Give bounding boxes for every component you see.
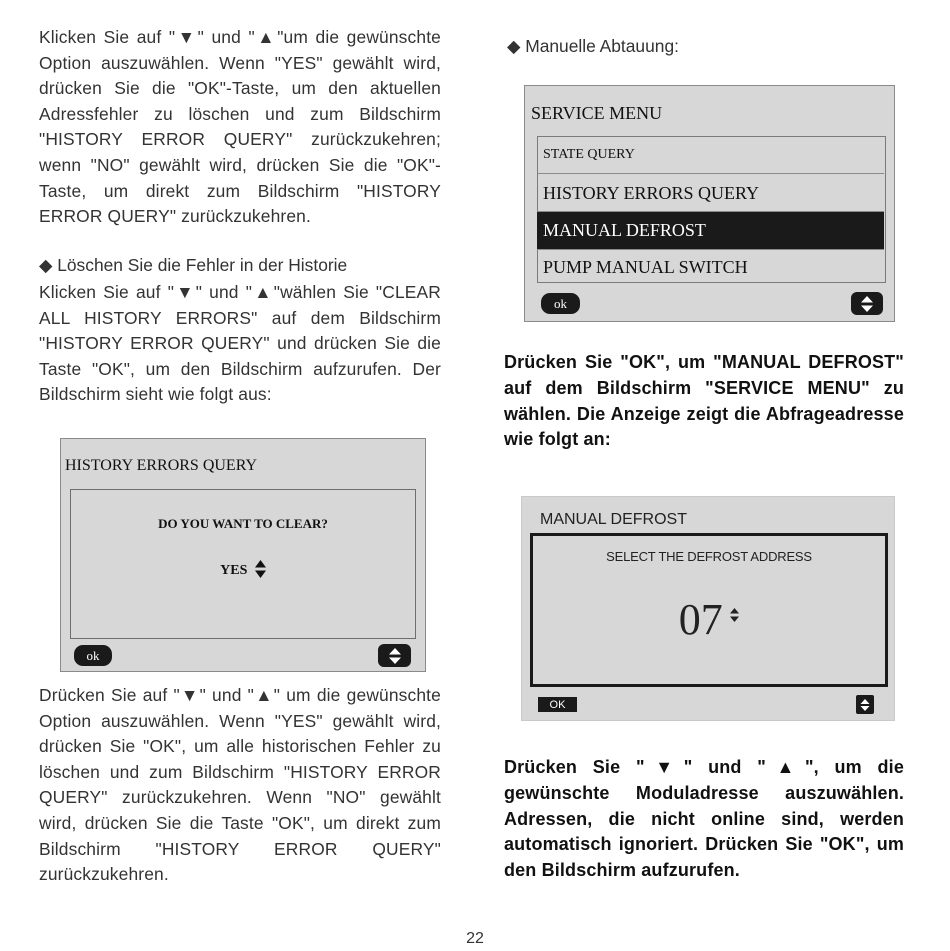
defrost-panel (530, 533, 888, 687)
ok-button[interactable]: ok (74, 645, 112, 666)
screen-title: HISTORY ERRORS QUERY (65, 457, 258, 474)
menu-item-history-errors-query[interactable]: HISTORY ERRORS QUERY (537, 175, 884, 212)
menu-item-state-query[interactable]: STATE QUERY (537, 137, 884, 174)
screen-clear-history-errors (60, 438, 426, 672)
clear-value: YES (220, 563, 248, 578)
heading-manual-defrost: ◆ Manuelle Abtauung: (507, 36, 679, 56)
up-down-button[interactable] (378, 644, 411, 667)
clear-value-selector[interactable] (71, 560, 415, 583)
updown-arrows-icon (730, 608, 739, 627)
defrost-prompt: SELECT THE DEFROST ADDRESS (606, 549, 812, 564)
up-down-button[interactable] (856, 695, 874, 714)
paragraph-clear-address-error: Klicken Sie auf "▼" und "▲"um die gewünschte Option auszuwählen. Wenn "YES" gewählt wird, drücken Sie die "OK"-Taste, um den aktuellen Adressfehler zu löschen und zum Bildschirm "HISTORY ERROR QUERY" zurückzukehren; wenn "NO" gewählt wird, drücken Sie die "OK"-Taste, um direkt zum Bildschirm "HISTORY ERROR QUERY" zurückzukehren. (39, 27, 441, 227)
clear-question: DO YOU WANT TO CLEAR? (158, 516, 328, 531)
paragraph-clear-all-confirm: Drücken Sie auf "▼" und "▲" um die gewünschte Option auszuwählen. Wenn "YES" gewählt wird, drücken Sie "OK", um alle historischen Fehler zu löschen und zum Bildschirm "HISTORY ERROR QUERY" zurückzukehren. Wenn "NO" gewählt wird, drücken Sie die Taste "OK", um direkt zum Bildschirm "HISTORY ERROR QUERY" zurückzukehren. (39, 685, 441, 885)
updown-arrows-icon (388, 647, 402, 665)
clear-dialog-box (70, 489, 416, 639)
page-number: 22 (466, 930, 484, 947)
updown-arrows-icon (255, 560, 266, 583)
menu-item-pump-manual-switch[interactable]: PUMP MANUAL SWITCH (543, 256, 748, 277)
paragraph-select-manual-defrost: Drücken Sie "OK", um "MANUAL DEFROST" auf dem Bildschirm "SERVICE MENU" zu wählen. Die Anzeige zeigt die Abfrageadresse wie folgt an: (504, 352, 904, 450)
up-down-button[interactable] (851, 292, 883, 315)
defrost-address: 07 (678, 595, 723, 644)
screen-manual-defrost (521, 496, 895, 721)
heading-clear-history-errors: ◆ Löschen Sie die Fehler in der Historie (39, 255, 348, 275)
screen-title: MANUAL DEFROST (540, 511, 687, 528)
ok-button[interactable]: OK (538, 697, 577, 712)
ok-button[interactable]: ok (541, 293, 580, 314)
defrost-address-selector[interactable] (533, 594, 885, 645)
updown-arrows-icon (860, 295, 874, 313)
paragraph-open-clear-screen: Klicken Sie auf "▼" und "▲"wählen Sie "CLEAR ALL HISTORY ERRORS" auf dem Bildschirm "HISTORY ERROR QUERY" und drücken Sie die Taste "OK", um den Bildschirm aufzurufen. Der Bildschirm sieht wie folgt aus: (39, 282, 441, 405)
menu-item-manual-defrost[interactable]: MANUAL DEFROST (537, 212, 884, 250)
updown-arrows-icon (860, 698, 870, 712)
paragraph-select-module-address: Drücken Sie "▼" und "▲", um die gewünschte Moduladresse auszuwählen. Adressen, die nicht online sind, werden automatisch ignoriert. Drücken Sie "OK", um den Bildschirm aufzurufen. (504, 757, 904, 881)
screen-title: SERVICE MENU (531, 103, 663, 123)
screen-service-menu (524, 85, 895, 322)
